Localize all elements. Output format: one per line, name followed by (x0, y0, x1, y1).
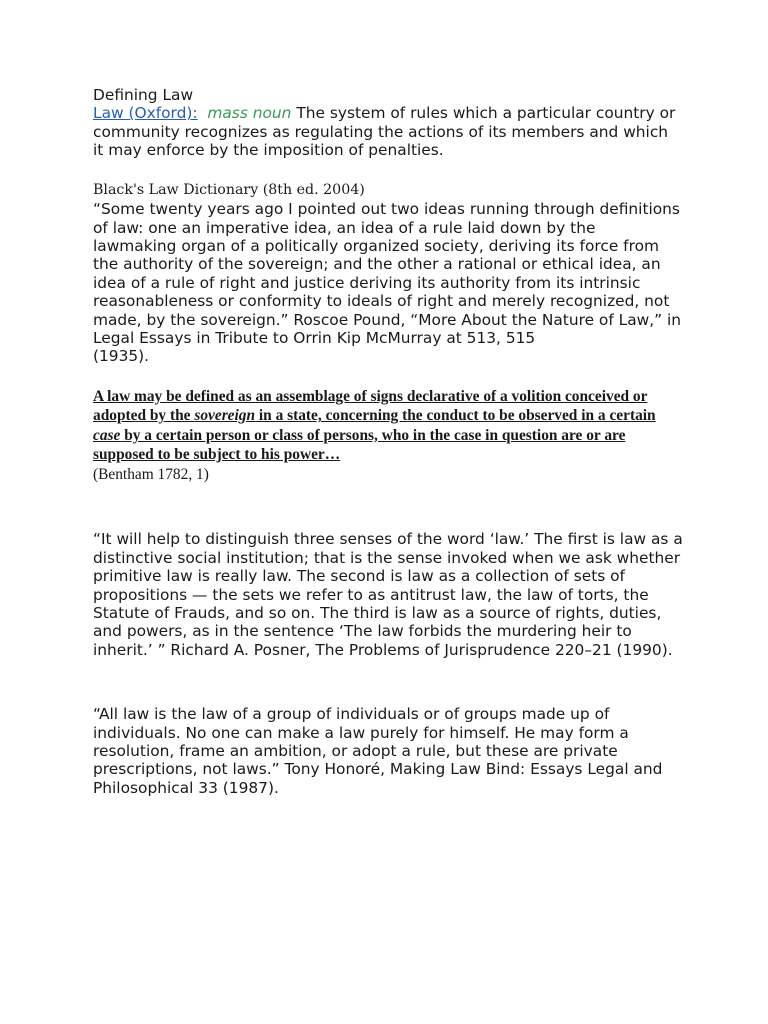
page-title: Defining Law (93, 86, 194, 104)
oxford-definition-text: The system of rules which a particular country or community recognizes as regulating the actions of its members and which it may enforce by the imposition of penalties. (93, 104, 676, 160)
pound-quote-year: (1935). (93, 347, 150, 366)
blacks-source: Black's Law Dictionary (8th ed. 2004) (93, 181, 365, 198)
document-page (93, 86, 683, 797)
bentham-sovereign: sovereign (194, 407, 256, 425)
bentham-citation: (Bentham 1782, 1) (93, 465, 209, 483)
bentham-case: case (93, 426, 121, 444)
bentham-quote-part1: A law may be defined as an assemblage of signs declarative of a volition conceived or adopted by the (93, 387, 648, 425)
posner-quote: “It will help to distinguish three senses of the word ‘law.’ The first is law as a distinctive social institution; that is the sense invoked when we ask whether primitive law is really law. The second is law as a collection of sets of propositions — the sets we refer to as antitrust law, the law of torts, the Statute of Frauds, and so on. The third is law as a source of rights, duties, and powers, as in the sentence ‘The law forbids the murdering heir to inherit.’ ” Richard A. Posner, The Problems of Jurisprudence 220–21 (1990). (93, 530, 683, 659)
bentham-quote (93, 387, 683, 465)
honore-quote: “All law is the law of a group of individuals or of groups made up of individuals. No one can make a law purely for himself. He may form a resolution, frame an ambition, or adopt a rule, but these are private prescriptions, not laws.” Tony Honoré, Making Law Bind: Essays Legal and Philosophical 33 (1987). (93, 705, 663, 797)
bentham-quote-part2: in a state, concerning the conduct to be observed in a certain (255, 407, 656, 425)
pound-quote: “Some twenty years ago I pointed out two ideas running through definitions of law: one an imperative idea, an idea of a rule laid down by the lawmaking organ of a politically organized society, deriving its force from the authority of the sovereign; and the other a rational or ethical idea, an idea of a rule of right and justice deriving its authority from its intrinsic reasonableness or conformity to ideals of right and merely recognized, not made, by the sovereign.” Roscoe Pound, “More About the Nature of Law,” in Legal Essays in Tribute to Orrin Kip McMurray at 513, 515 (93, 200, 682, 347)
part-of-speech: mass noun (207, 104, 292, 123)
bentham-quote-part3: by a certain person or class of persons, who in the case in question are or are supposed to be subject to his power… (93, 426, 626, 464)
oxford-link[interactable]: Law (Oxford): (93, 104, 198, 123)
oxford-definition (93, 104, 683, 159)
